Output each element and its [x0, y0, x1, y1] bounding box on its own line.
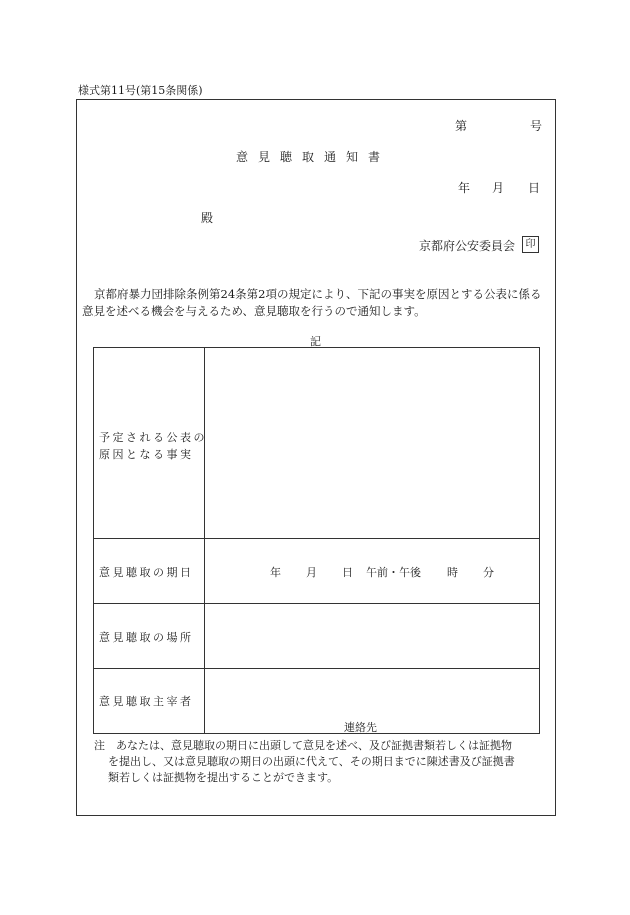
notice-body-line: 意見を述べる機会を与えるため、意見聴取を行うので通知します。 [82, 304, 426, 318]
hearing-place-label: 意見聴取の場所 [99, 631, 194, 644]
form-number-label: 様式第11号(第15条関係) [78, 84, 203, 97]
footnote-line: を提出し、又は意見聴取の期日の出頭に代えて、その期日までに陳述書及び証拠書 [108, 755, 515, 768]
cause-label-line: 予定される公表の [99, 431, 207, 444]
cause-label [99, 429, 207, 463]
hearing-presider-label: 意見聴取主宰者 [99, 695, 194, 708]
notice-body [82, 286, 554, 320]
addressee-suffix: 殿 [201, 211, 214, 225]
table-row-divider [94, 603, 539, 604]
notice-body-line: 京都府暴力団排除条例第24条第2項の規定により、下記の事実を原因とする公表に係る [94, 287, 542, 301]
cause-label-line: 原因となる事実 [99, 448, 194, 461]
hearing-date-label: 意見聴取の期日 [99, 566, 194, 579]
schedule-year: 年 [270, 566, 281, 579]
schedule-ampm: 午前・午後 [366, 566, 421, 579]
footnote [94, 738, 515, 786]
footnote-line: 類若しくは証拠物を提出することができます。 [108, 771, 339, 784]
schedule-month: 月 [306, 566, 317, 579]
contact-label: 連絡先 [344, 721, 377, 734]
schedule-hour: 時 [447, 566, 458, 579]
footnote-line: 注 あなたは、意見聴取の期日に出頭して意見を述べ、及び証拠書類若しくは証拠物 [94, 739, 512, 752]
schedule-day: 日 [342, 566, 353, 579]
details-table [93, 347, 540, 734]
table-row-divider [94, 538, 539, 539]
document-number-prefix: 第 [455, 119, 468, 133]
ki-heading: 記 [310, 335, 321, 348]
date-month-label: 月 [492, 181, 505, 195]
date-year-label: 年 [458, 181, 471, 195]
date-day-label: 日 [528, 181, 541, 195]
table-row-divider [94, 668, 539, 669]
document-title: 意見聴取通知書 [236, 150, 391, 164]
schedule-minute: 分 [483, 566, 494, 579]
seal-mark: 印 [522, 236, 539, 253]
document-number-suffix: 号 [530, 119, 543, 133]
table-column-divider [204, 348, 205, 733]
issuer-name: 京都府公安委員会 [419, 239, 516, 253]
